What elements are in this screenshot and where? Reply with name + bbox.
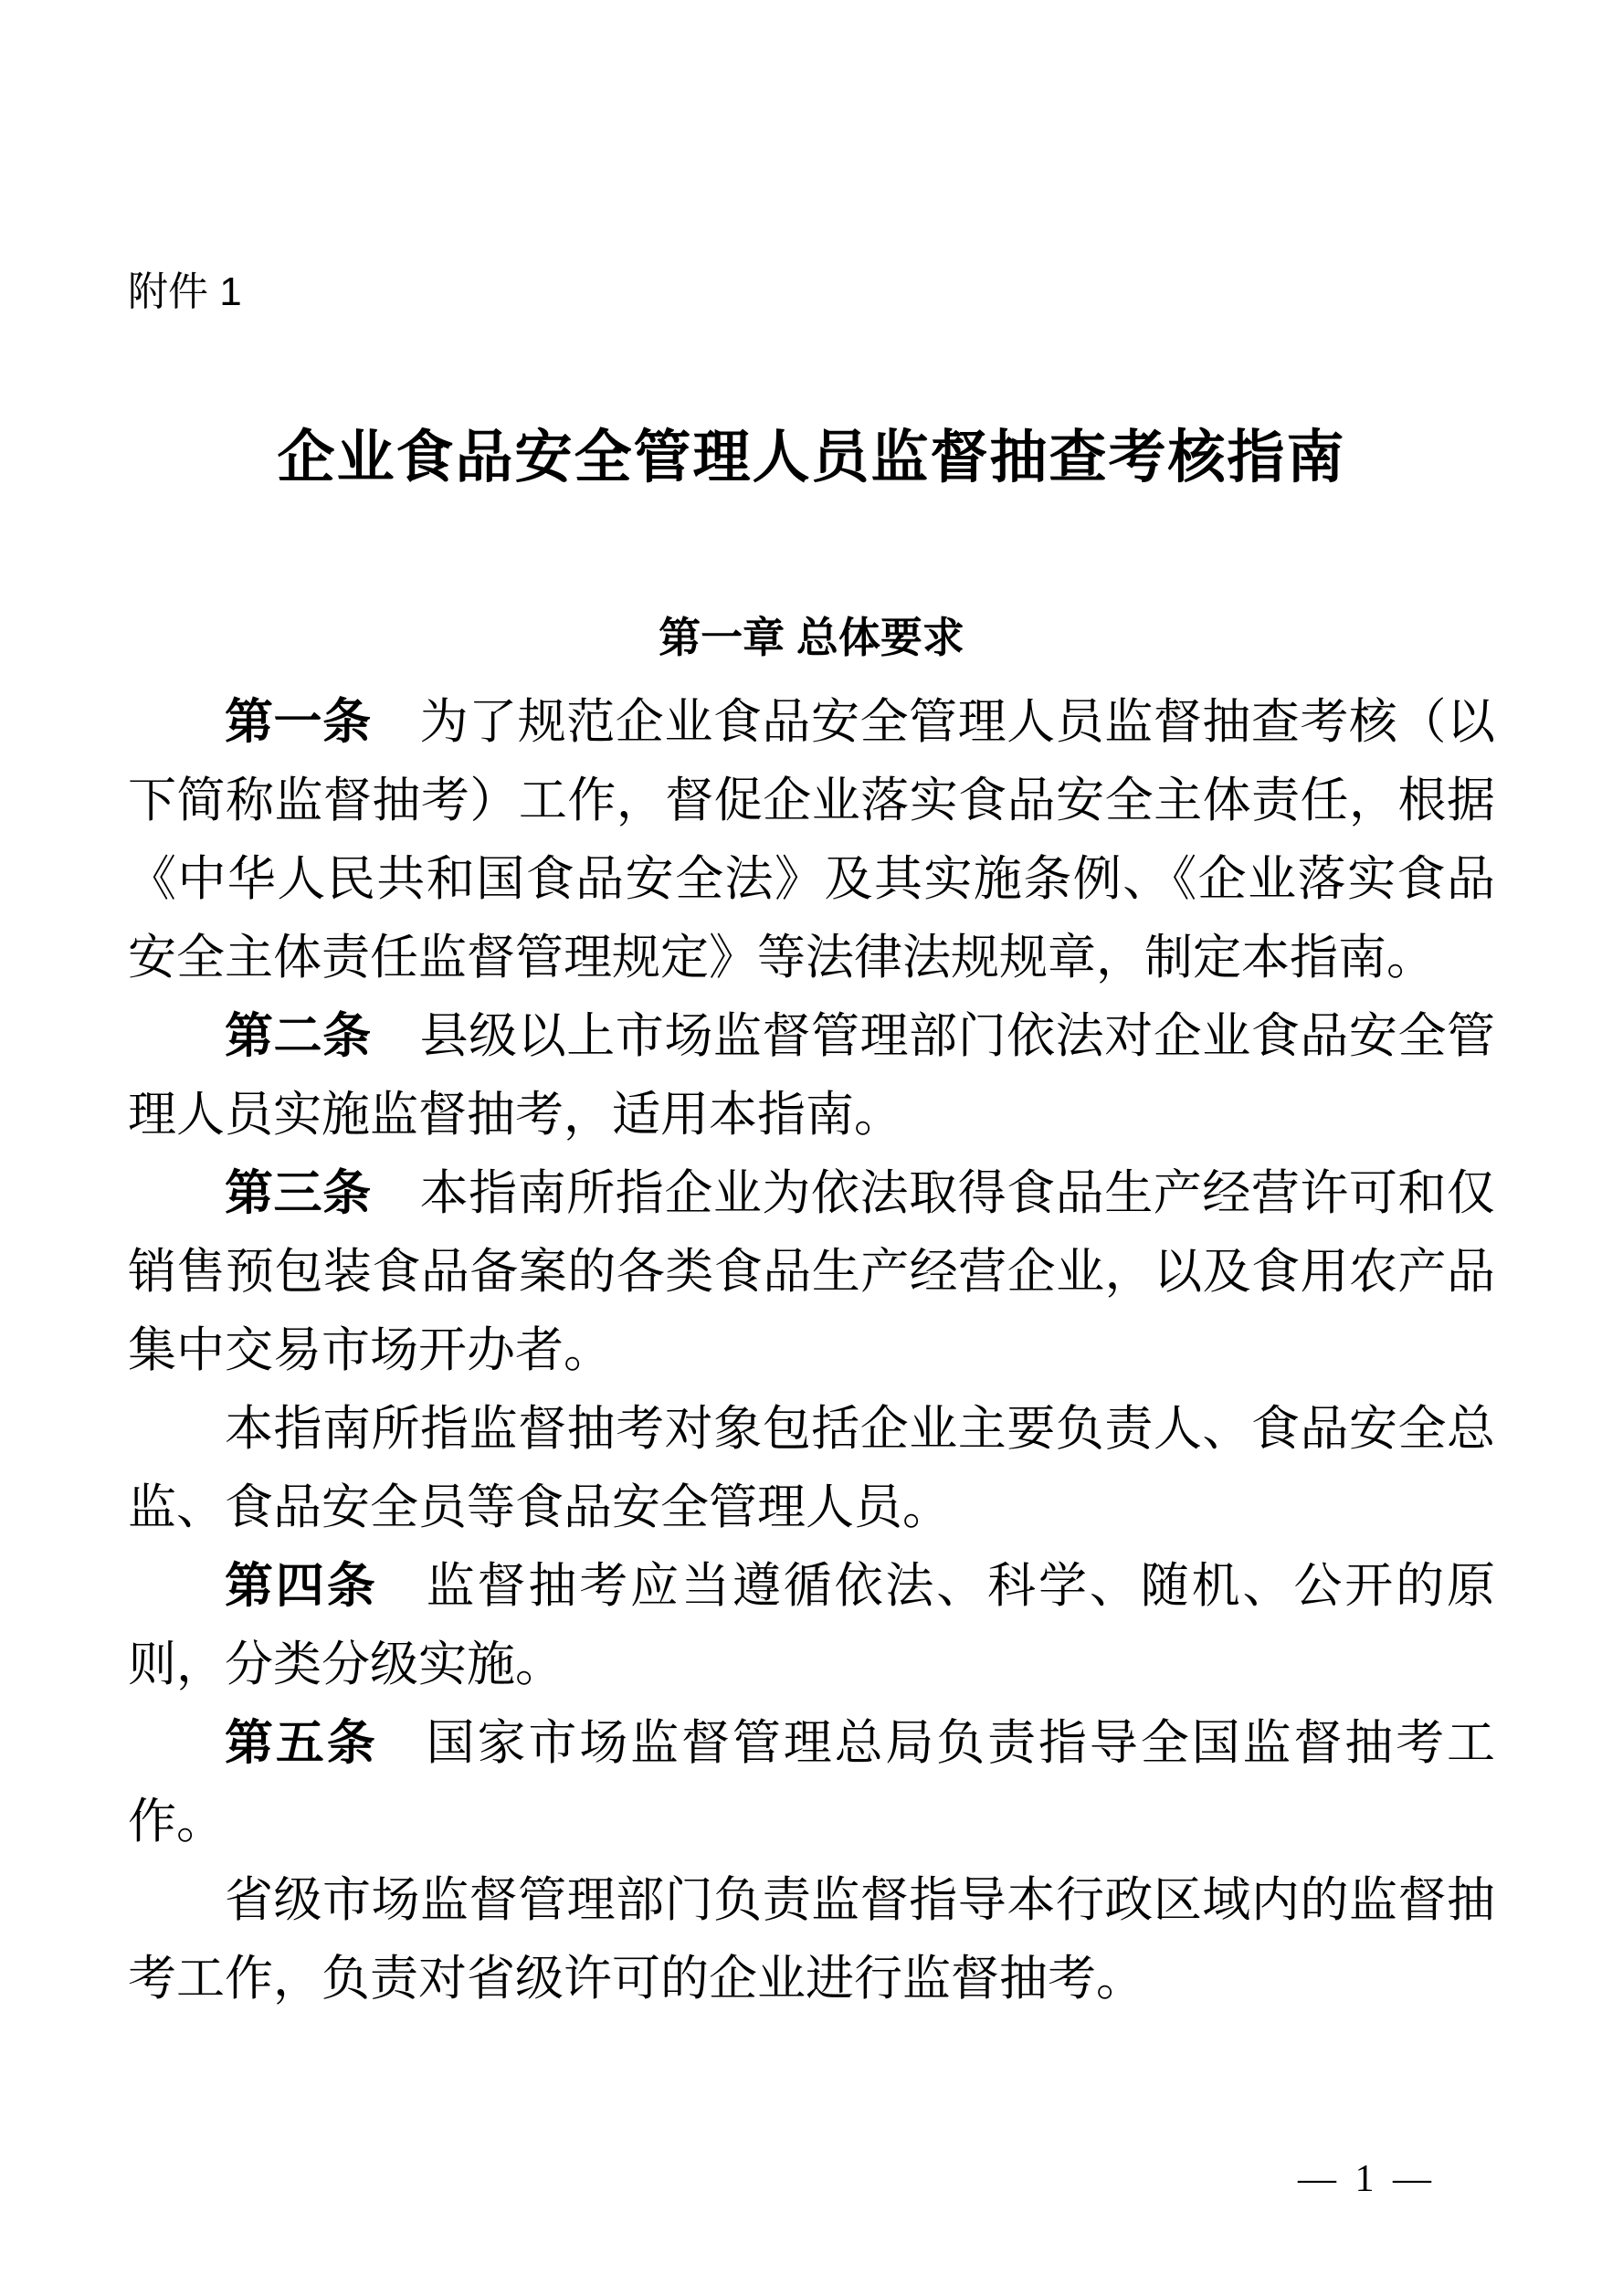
article-number: 第三条 [225, 1166, 372, 1221]
document-body [128, 683, 1495, 2018]
paragraph-article-4 [128, 1547, 1495, 1704]
paragraph-article-5 [128, 1704, 1495, 1861]
paragraph-article-2 [128, 997, 1495, 1154]
paragraph-continuation [128, 1861, 1495, 2018]
attachment-label: 附件 1 [128, 269, 242, 314]
document-content [0, 269, 1623, 2018]
article-number: 第一条 [225, 695, 372, 750]
paragraph-text: 国家市场监督管理总局负责指导全国监督抽考工作。 [128, 1717, 1496, 1849]
article-number: 第二条 [225, 1009, 372, 1064]
paragraph-text: 本指南所指监督抽考对象包括企业主要负责人、食品安全总监、食品安全员等食品安全管理人员。 [128, 1403, 1495, 1535]
paragraph-continuation [128, 1390, 1495, 1547]
paragraph-text: 本指南所指企业为依法取得食品生产经营许可和仅销售预包装食品备案的各类食品生产经营企业，以及食用农产品集中交易市场开办者。 [128, 1167, 1495, 1378]
article-number: 第五条 [225, 1716, 378, 1771]
paragraph-article-3 [128, 1154, 1495, 1390]
paragraph-text: 县级以上市场监督管理部门依法对企业食品安全管理人员实施监督抽考，适用本指南。 [128, 1010, 1495, 1143]
page-number: — 1 — [1298, 2158, 1436, 2200]
paragraph-text: 监督抽考应当遵循依法、科学、随机、公开的原则，分类分级实施。 [128, 1560, 1496, 1692]
article-number: 第四条 [225, 1559, 378, 1614]
document-title: 企业食品安全管理人员监督抽查考核指南 [277, 425, 1346, 490]
chapter-heading: 第一章 总体要求 [659, 614, 964, 662]
paragraph-article-1 [128, 683, 1495, 997]
paragraph-text: 为了规范企业食品安全管理人员监督抽查考核（以下简称监督抽考）工作，督促企业落实食品安全主体责任，根据《中华人民共和国食品安全法》及其实施条例、《企业落实食品安全主体责任监督管理规定》等法律法规规章，制定本指南。 [128, 696, 1495, 985]
paragraph-text: 省级市场监督管理部门负责监督指导本行政区域内的监督抽考工作，负责对省级许可的企业进行监督抽考。 [128, 1874, 1495, 2006]
